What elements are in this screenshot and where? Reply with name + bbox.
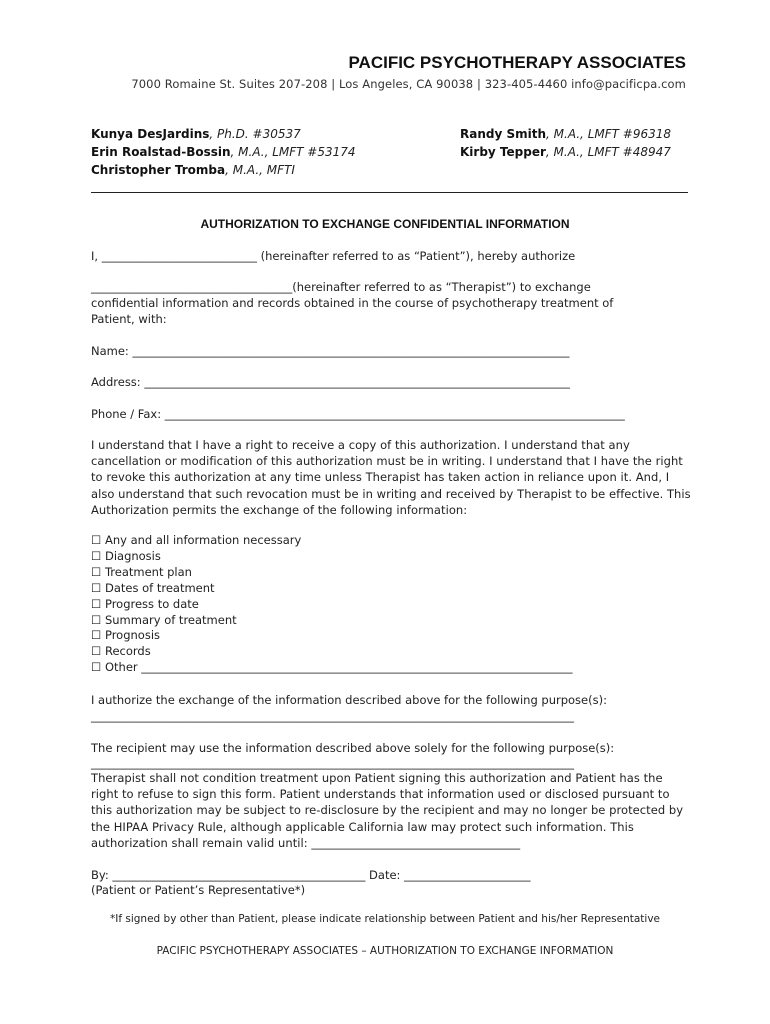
recipient-phone-field[interactable]: Phone / Fax: ________________________________________________________________________________ (91, 407, 625, 421)
representative-footnote: *If signed by other than Patient, please indicate relationship between Patient and his/her Representative (109, 913, 660, 925)
therapist-line-end: Patient, with: (91, 312, 167, 326)
form-title: AUTHORIZATION TO EXCHANGE CONFIDENTIAL INFORMATION (200, 217, 570, 231)
information-checklist (91, 533, 573, 676)
therapist-line-cont: confidential information and records obtained in the course of psychotherapy treatment of (91, 296, 614, 310)
checkbox-treatment-plan[interactable]: ☐ Treatment plan (91, 564, 192, 579)
staff-member: Kunya DesJardins, Ph.D. #30537 (91, 127, 301, 141)
checkbox-records[interactable]: ☐ Records (91, 644, 151, 659)
recipient-address-field[interactable]: Address: __________________________________________________________________________ (91, 375, 570, 389)
patient-name-line[interactable]: I, ___________________________ (hereinafter referred to as “Patient”), hereby authorize (91, 249, 576, 263)
purpose-statement: I authorize the exchange of the information described above for the following purpose(s): (91, 693, 607, 707)
checkbox-other[interactable]: ☐ Other ___________________________________________________________________________ (91, 660, 573, 675)
staff-list-left (91, 125, 356, 179)
staff-list-right (460, 125, 671, 161)
checkbox-summary-of-treatment[interactable]: ☐ Summary of treatment (91, 612, 237, 627)
signature-date-line[interactable]: By: ____________________________________________ Date: ______________________ (91, 868, 531, 882)
header-divider (91, 192, 688, 193)
org-name: PACIFIC PSYCHOTHERAPY ASSOCIATES (348, 53, 686, 72)
checkbox-any-and-all[interactable]: ☐ Any and all information necessary (91, 533, 302, 547)
staff-member: Kirby Tepper, M.A., LMFT #48947 (460, 145, 671, 159)
recipient-purpose-statement: The recipient may use the information described above solely for the following purpose(s): (91, 741, 615, 755)
staff-member: Randy Smith, M.A., LMFT #96318 (460, 127, 672, 141)
page-footer: PACIFIC PSYCHOTHERAPY ASSOCIATES – AUTHORIZATION TO EXCHANGE INFORMATION (156, 945, 614, 957)
recipient-name-field[interactable]: Name: ____________________________________________________________________________ (91, 344, 570, 358)
checkbox-diagnosis[interactable]: ☐ Diagnosis (91, 548, 161, 563)
staff-member: Erin Roalstad-Bossin, M.A., LMFT #53174 (91, 145, 356, 159)
checkbox-dates-of-treatment[interactable]: ☐ Dates of treatment (91, 580, 215, 595)
checkbox-prognosis[interactable]: ☐ Prognosis (91, 628, 161, 643)
condition-paragraph: Therapist shall not condition treatment upon Patient signing this authorization and Patient has the right to refuse to sign this form. Patient understands that information used or disclosed pursuant to this authorization may be subject to re-disclosure by the recipient and may no longer be protected by the HIPAA Privacy Rule, although applicable California law may protect such information. This authorization shall remain valid until: ____________________________________ (91, 771, 684, 850)
purpose-blank[interactable]: ____________________________________________________________________________________ (91, 709, 574, 723)
recipient-purpose-blank[interactable]: ____________________________________________________________________________________ (91, 756, 574, 770)
rights-paragraph: I understand that I have a right to receive a copy of this authorization. I understand that any cancellation or modification of this authorization must be in writing. I understand that I have the right to revoke this authorization at any time unless Therapist has taken action in reliance upon it. And, I also understand that such revocation must be in writing and received by Therapist to be effective. This Authorization permits the exchange of the following information: (91, 438, 691, 517)
therapist-line[interactable]: ___________________________________(hereinafter referred to as “Therapist”) to exchange (91, 280, 591, 294)
contact-line: 7000 Romaine St. Suites 207-208 | Los Angeles, CA 90038 | 323-405-4460 info@pacificpa.com (131, 77, 686, 91)
staff-member: Christopher Tromba, M.A., MFTI (91, 163, 295, 177)
signature-caption: (Patient or Patient’s Representative*) (91, 883, 306, 897)
checkbox-progress-to-date[interactable]: ☐ Progress to date (91, 596, 199, 611)
